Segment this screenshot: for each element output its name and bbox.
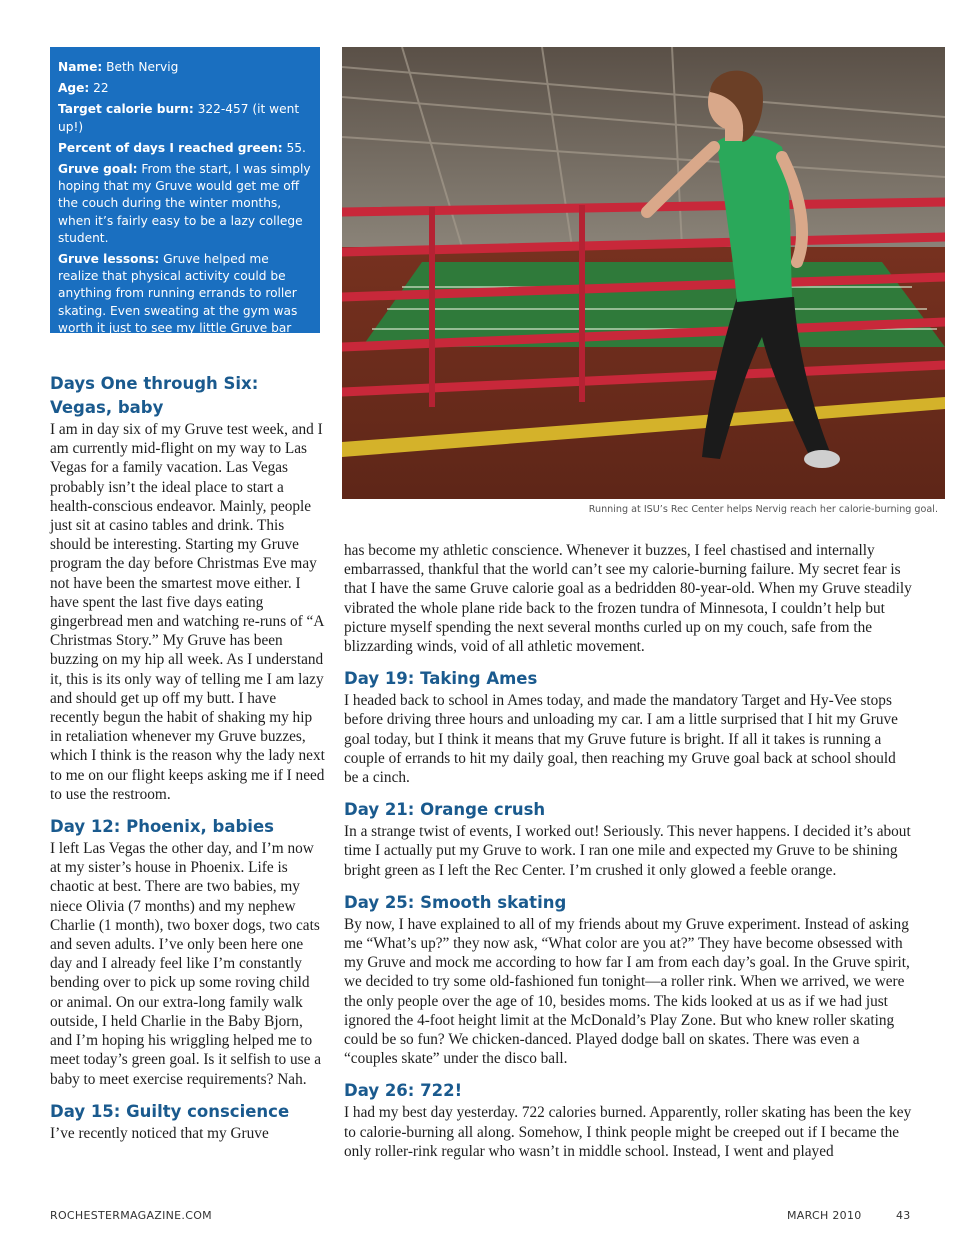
percent-label: Percent of days I reached green: [58,140,283,155]
name-value: Beth Nervig [102,60,179,74]
age-label: Age: [58,81,90,96]
section-heading-ames: Day 19: Taking Ames [344,669,538,689]
section-body-phoenix: I left Las Vegas the other day, and I’m now at my sister’s house in Phoenix. Life is chaotic at best. There are two babies, my niece Olivia (7 months) and my nephew Charlie (1 month), two boxer dogs, two cats and seven adults. I’ve only been here one day and I already feel like I’m constantly bending over to pick up some roving child or animal. On our extra-long family walk outside, I held Charlie in the Baby Bjorn, and I’m hoping his wriggling helped me to meet today’s green goal. Is it selfish to use a baby to meet exercise requirements? Nah. [50,840,322,1088]
lessons-label: Gruve lessons: [58,252,160,267]
lessons-line [58,251,312,354]
percent-value: 55. [282,140,306,155]
section-heading-orange: Day 21: Orange crush [344,800,546,820]
name-label: Name: [58,60,103,74]
target-value: 322-457 (it went up!) [58,102,300,134]
section-body-722: I had my best day yesterday. 722 calories burned. Apparently, roller skating has been the key to calorie-burning all along. Somehow, I think people might be creeped out if I became the only roller-rink regular who wasn’t in middle school. Instead, I went and played [344,1104,912,1160]
section-heading-guilty: Day 15: Guilty conscience [50,1101,290,1121]
age-value: 22 [89,81,109,96]
section-body-orange: In a strange twist of events, I worked out! Seriously. This never happens. I decided it’s about time I actually put my Gruve to work. I ran one mile and expected my Gruve to be shining bright green as I left the Rec Center. I’m crushed it only glowed a feeble orange. [344,823,911,879]
age-line [58,80,312,97]
runner-photo-illustration [342,47,945,499]
left-column [50,372,325,1143]
footer-website: ROCHESTERMAGAZINE.COM [50,1209,212,1222]
goal-value: From the start, I was simply hoping that my Gruve would get me off the couch during the winter months, when it’s fairly easy to be a lazy college student. [58,162,311,245]
goal-label: Gruve goal: [58,162,138,177]
section-body-guilty: I’ve recently noticed that my Gruve [50,1124,269,1142]
section-heading-skating: Day 25: Smooth skating [344,892,567,912]
heading-line: Vegas, baby [50,398,164,417]
photo-caption: Running at ISU’s Rec Center helps Nervig reach her calorie-burning goal. [588,504,938,515]
continued-body: has become my athletic conscience. Whenever it buzzes, I feel chastised and internally embarrassed, thankful that the world can’t see my calorie-burning failure. My secret fear is that I have the same Gruve calorie goal as a bedridden 80-year-old. When my Gruve steadily vibrated the whole plane ride back to the frozen tundra of Minnesota, I couldn’t help but picture myself spending the next several months curled up on my couch, safe from the blizzarding winds, void of all athletic movement. [344,542,912,656]
section-body-skating: By now, I have explained to all of my friends about my Gruve experiment. Instead of asking me “What’s up?” they now ask, “What color are you at?” They have become obsessed with my Gruve and mock me according to how far I am from each day’s goal. In the Gruve spirit, we decided to try some old-fashioned fun tonight—a roller rink. When we arrived, we were the only people over the age of 10, besides moms. The kids looked at us as if we had just ignored the 4-foot height limit at the McDonald’s Play Zone. But who knew roller skating could be so fun? We chicken-danced. Played dodge ball on skates. There was even a “couples skate” under the disco ball. [344,915,910,1068]
section-heading-phoenix: Day 12: Phoenix, babies [50,817,274,837]
section-heading-722: Day 26: 722! [344,1081,463,1101]
section-body-vegas: I am in day six of my Gruve test week, and I am currently mid-flight on my way to Las Vegas for a family vacation. Las Vegas probably isn’t the ideal place to start a health-conscious endeavor. Mainly, people just sit at casino tables and drink. This should be interesting. Starting my Gruve program the day before Christmas Eve may not have been the smartest move either. I have spent the last five days eating gingerbread men and watching re-runs of “A Christmas Story.” My Gruve has been buzzing on my hip all week. As I understand it, this is its only way of telling me I am lazy and should get up off my butt. I have recently begun the habit of shaking my hip in retaliation whenever my Gruve buzzes, which I think is the reason why the lady next to me on our flight keeps asking me if I need to use the restroom. [50,421,325,803]
percent-line [58,140,312,157]
section-body-ames: I headed back to school in Ames today, and made the mandatory Target and Hy-Vee stops before driving three hours and unloading my car. I am a little surprised that I hit my Gruve goal today, but I think it means that my Gruve future is bright. If all it takes is running a couple of errands to hit my daily goal, then reaching my Gruve goal back at school should be a cinch. [344,692,898,787]
footer-page-number: 43 [896,1209,911,1222]
lessons-value: Gruve helped me realize that physical activity could be anything from running errands to roller skating. Even sweating at the gym was worth it just to see my little Gruve bar graph shine green. [58,252,298,353]
target-label: Target calorie burn: [58,102,194,117]
target-line [58,101,312,135]
runner-photo [342,47,945,499]
section-heading-vegas [50,372,325,420]
footer-issue: MARCH 2010 [787,1209,862,1222]
name-line [58,59,312,76]
profile-infobox [50,47,320,353]
right-column [344,541,914,1161]
heading-line: Days One through Six: [50,374,259,393]
goal-line [58,161,312,247]
